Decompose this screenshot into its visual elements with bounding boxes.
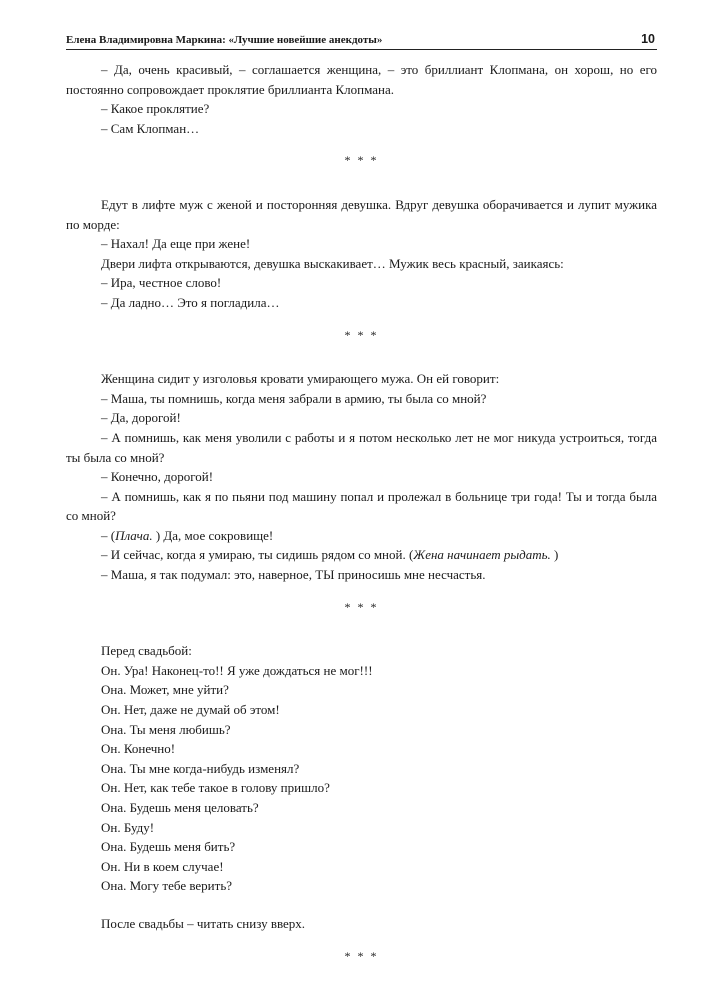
text-run: ) [550, 547, 559, 563]
dialogue-line: Он. Ни в коем случае! [101, 858, 224, 874]
paragraph: Двери лифта открываются, девушка выскакивает… Мужик весь красный, заикаясь: [101, 255, 564, 271]
paragraph [66, 526, 657, 546]
text-run: – ( [101, 527, 116, 543]
paragraph: – Какое проклятие? [101, 101, 210, 117]
dialogue-line: Он. Конечно! [101, 741, 176, 757]
paragraph: – Сам Клопман… [101, 120, 200, 136]
paragraph: Перед свадьбой: [101, 643, 192, 659]
dialogue-line: Она. Может, мне уйти? [101, 682, 229, 698]
dialogue-line: Он. Буду! [101, 819, 155, 835]
dialogue-line: Она. Будешь меня бить? [101, 839, 236, 855]
stage-direction: Плача. [115, 527, 153, 543]
section-separator: * * * [344, 948, 379, 963]
spacer [66, 896, 657, 914]
section-separator: * * * [344, 599, 379, 614]
dialogue-line: Он. Нет, даже не думай об этом! [101, 702, 280, 718]
paragraph: – Нахал! Да еще при жене! [101, 236, 251, 252]
page-number: 10 [641, 32, 655, 46]
paragraph: – Да, дорогой! [101, 410, 181, 426]
dialogue-line: Он. Ура! Наконец-то!! Я уже дождаться не мог!!! [101, 662, 373, 678]
dialogue-line: Она. Ты мне когда-нибудь изменял? [101, 760, 300, 776]
paragraph: – Маша, ты помнишь, когда меня забрали в армию, ты была со мной? [101, 390, 487, 406]
paragraph: – А помнишь, как я по пьяни под машину попал и пролежал в больнице три года! Ты и тогда была со мной? [66, 488, 657, 524]
section-separator: * * * [344, 327, 379, 342]
paragraph: – Маша, я так подумал: это, наверное, ТЫ приносишь мне несчастья. [101, 567, 486, 583]
paragraph: – Конечно, дорогой! [101, 469, 214, 485]
paragraph: Едут в лифте муж с женой и посторонняя девушка. Вдруг девушка оборачивается и лупит мужика по морде: [66, 196, 657, 232]
text-run: – И сейчас, когда я умираю, ты сидишь рядом со мной. ( [101, 547, 414, 563]
paragraph: – Ира, честное слово! [101, 275, 222, 291]
stage-direction: Жена начинает рыдать. [413, 547, 551, 563]
paragraph: Женщина сидит у изголовья кровати умирающего мужа. Он ей говорит: [101, 371, 500, 387]
paragraph: – А помнишь, как меня уволили с работы и я потом несколько лет не мог никуда устроиться, тогда ты была со мной? [66, 429, 657, 465]
dialogue-line: Она. Могу тебе верить? [101, 878, 233, 894]
paragraph: – Да ладно… Это я погладила… [101, 294, 280, 310]
paragraph [66, 545, 657, 565]
dialogue-line: Он. Нет, как тебе такое в голову пришло? [101, 780, 330, 796]
page-header [66, 33, 657, 50]
section-separator: * * * [344, 153, 379, 168]
page-content [66, 60, 657, 990]
header-title: Елена Владимировна Маркина: «Лучшие новейшие анекдоты» [66, 34, 383, 46]
text-run: ) Да, мое сокровище! [152, 527, 274, 543]
dialogue-line: Она. Ты меня любишь? [101, 721, 231, 737]
paragraph: – Да, очень красивый, – соглашается женщина, – это бриллиант Клопмана, он хорош, но его постоянно сопровождает проклятие бриллианта Клопмана. [66, 62, 657, 97]
paragraph: После свадьбы – читать снизу вверх. [101, 915, 306, 931]
dialogue-line: Она. Будешь меня целовать? [101, 800, 259, 815]
